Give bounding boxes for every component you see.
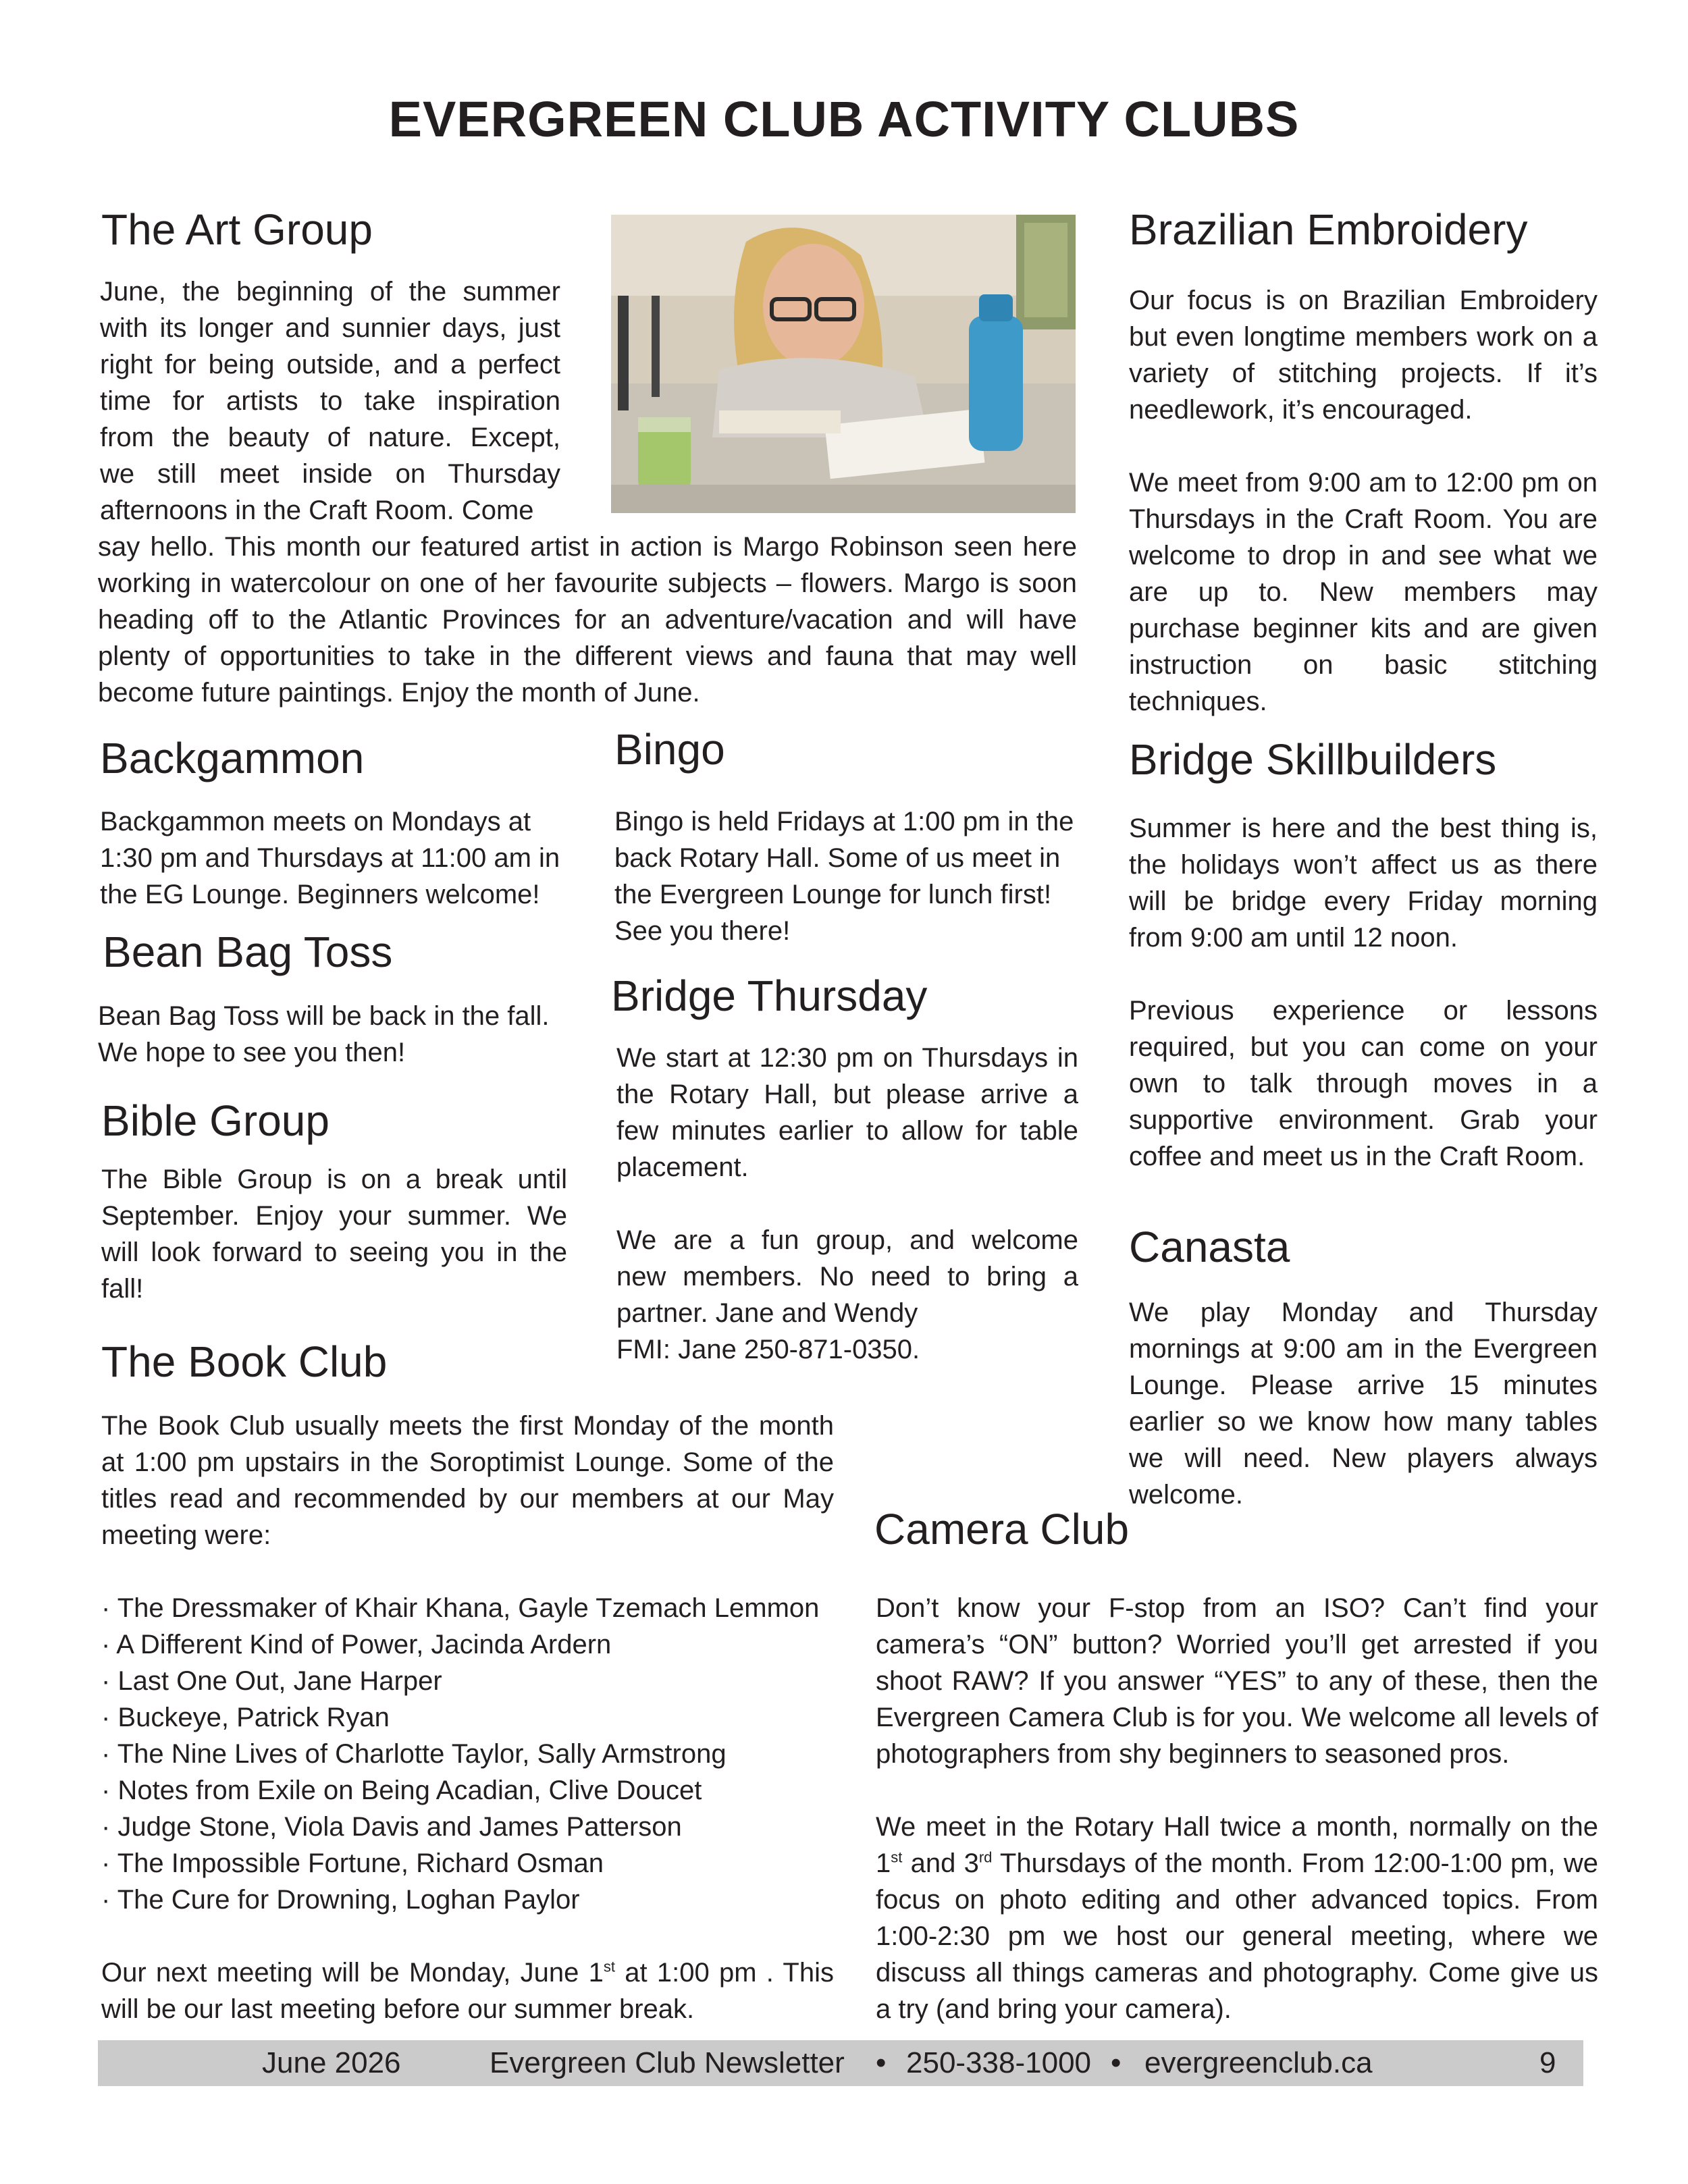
book-list-item: · Judge Stone, Viola Davis and James Patterson [101, 1812, 682, 1842]
book-list-item: · Buckeye, Patrick Ryan [101, 1703, 390, 1732]
bridge-thursday-heading: Bridge Thursday [611, 971, 928, 1020]
book-list-item: · Notes from Exile on Being Acadian, Clive Doucet [101, 1776, 702, 1805]
art-group-text-rest: say hello. This month our featured artist in action is Margo Robinson seen here working in watercolour on one of her favourite subjects – flowers. Margo is soon heading off to the Atlantic Provinces for an adventure/vacation and will have plenty of opportunities to take in the different views and fauna that may well become future paintings. Enjoy the month of June. [98, 532, 1077, 708]
camera-club-text [876, 1590, 1598, 2027]
footer-website: evergreenclub.ca [1144, 2046, 1373, 2079]
book-list-item: · Last One Out, Jane Harper [101, 1666, 442, 1696]
book-list-item: · The Nine Lives of Charlotte Taylor, Sally Armstrong [101, 1739, 727, 1769]
backgammon-heading: Backgammon [100, 734, 365, 782]
bible-group-text: The Bible Group is on a break until September. Enjoy your summer. We will look forward to seeing you in the fall! [101, 1165, 567, 1304]
paragraph-gap [101, 1553, 834, 1590]
brazilian-paragraph: We meet from 9:00 am to 12:00 pm on Thursdays in the Craft Room. You are welcome to drop in and see what we are up to. New members may purchase beginner kits and are given instruction on basic stitching techniques. [1129, 468, 1598, 716]
backgammon-line: the EG Lounge. Beginners welcome! [100, 880, 540, 909]
art-group-line: from the beauty of nature. Except, [100, 423, 560, 452]
ordinal-suffix: rd [978, 1848, 993, 1866]
footer-page-number: 9 [1539, 2046, 1556, 2079]
footer-date: June 2026 [262, 2046, 401, 2079]
camera-club-heading: Camera Club [874, 1505, 1130, 1553]
camera-text: and 3 [902, 1848, 979, 1878]
art-group-line: we still meet inside on Thursday [100, 459, 560, 489]
camera-club-paragraph: Don’t know your F-stop from an ISO? Can’t find your camera’s “ON” button? Worried you’ll get arrested if you shoot RAW? If you answer “YES” to any of these, then the Evergreen Camera Club is for you. We welcome all levels of photographers from shy beginners to seasoned pros. [876, 1593, 1598, 1769]
art-group-line: right for being outside, and a perfect [100, 350, 560, 379]
bingo-line: Bingo is held Fridays at 1:00 pm in the [614, 807, 1074, 836]
page-title: EVERGREEN CLUB ACTIVITY CLUBS [388, 91, 1300, 147]
art-group-line: afternoons in the Craft Room. Come [100, 496, 534, 525]
backgammon-text [100, 803, 573, 913]
art-group-heading: The Art Group [101, 205, 373, 254]
paragraph-gap [101, 1918, 834, 1954]
bridge-skillbuilders-text [1129, 810, 1598, 1175]
art-group-line: with its longer and sunnier days, just [100, 313, 560, 343]
brazilian-embroidery-heading: Brazilian Embroidery [1129, 205, 1528, 254]
bible-group-heading: Bible Group [101, 1096, 329, 1145]
paragraph-gap [1129, 428, 1598, 464]
page-footer [98, 2040, 1583, 2086]
next-meeting-text: Our next meeting will be Monday, June 1 [101, 1958, 604, 1988]
backgammon-line: 1:30 pm and Thursdays at 11:00 am in [100, 843, 560, 873]
bean-bag-line: We hope to see you then! [98, 1038, 406, 1067]
footer-phone: 250-338-1000 [906, 2046, 1092, 2079]
bridge-thursday-paragraph: We start at 12:30 pm on Thursdays in the Rotary Hall, but please arrive a few minutes earlier to allow for table placement. [616, 1043, 1078, 1182]
bingo-line: See you there! [614, 916, 791, 946]
book-list-item: · The Cure for Drowning, Loghan Paylor [101, 1885, 580, 1915]
camera-club-paragraph [876, 1809, 1598, 2027]
footer-separator: • [1111, 2046, 1122, 2079]
paragraph-gap [1129, 956, 1598, 992]
book-list-item: · The Impossible Fortune, Richard Osman [101, 1848, 604, 1878]
bridge-skillbuilders-heading: Bridge Skillbuilders [1129, 735, 1497, 784]
book-club-heading: The Book Club [101, 1337, 388, 1386]
bean-bag-toss-heading: Bean Bag Toss [103, 928, 393, 976]
camera-text: We meet in the Rotary Hall twice a month, normally on the 1 [876, 1812, 1598, 1878]
footer-separator: • [876, 2046, 887, 2079]
brazilian-paragraph: Our focus is on Brazilian Embroidery but even longtime members work on a variety of stitching projects. If it’s needlework, it’s encouraged. [1129, 286, 1598, 425]
bridge-skillbuilders-paragraph: Summer is here and the best thing is, the holidays won’t affect us as there will be bridge every Friday morning from 9:00 am until 12 noon. [1129, 814, 1598, 953]
paragraph-gap [876, 1772, 1598, 1809]
artist-photo [611, 215, 1076, 513]
bean-bag-toss-text [98, 998, 571, 1071]
canasta-text: We play Monday and Thursday mornings at 9:00 am in the Evergreen Lounge. Please arrive 15 minutes earlier so we know how many tables we will need. New players always welcome. [1129, 1298, 1598, 1510]
art-group-line: June, the beginning of the summer [100, 277, 560, 307]
art-group-text-wrap [100, 273, 560, 529]
next-meeting-text: at 1:00 pm . This will be our last meeting before our summer break. [101, 1958, 834, 2024]
book-list-item: · The Dressmaker of Khair Khana, Gayle Tzemach Lemmon [101, 1593, 820, 1623]
bean-bag-line: Bean Bag Toss will be back in the fall. [98, 1001, 550, 1031]
bridge-skillbuilders-paragraph: Previous experience or lessons required, but you can come on your own to talk through moves in a supportive environment. Grab your coffee and meet us in the Craft Room. [1129, 996, 1598, 1171]
bingo-heading: Bingo [614, 725, 725, 774]
canasta-heading: Canasta [1129, 1223, 1290, 1271]
camera-text: Thursdays of the month. From 12:00-1:00 pm, we focus on photo editing and other advanced topics. From 1:00-2:30 pm we host our general meeting, where we discuss all things cameras and photography. Come give us a try (and bring your camera). [876, 1848, 1598, 2024]
book-club-next-meeting [101, 1954, 834, 2027]
bingo-line: the Evergreen Lounge for lunch first! [614, 880, 1052, 909]
backgammon-line: Backgammon meets on Mondays at [100, 807, 531, 836]
bridge-thursday-contact: FMI: Jane 250-871-0350. [616, 1335, 920, 1364]
bingo-line: back Rotary Hall. Some of us meet in [614, 843, 1061, 873]
bridge-thursday-text [616, 1040, 1078, 1368]
book-club-text [101, 1408, 834, 2027]
brazilian-embroidery-text [1129, 282, 1598, 720]
bridge-thursday-paragraph: We are a fun group, and welcome new members. No need to bring a partner. Jane and Wendy [616, 1225, 1078, 1328]
ordinal-suffix: st [891, 1848, 903, 1866]
art-group-line: time for artists to take inspiration [100, 386, 560, 416]
book-club-intro: The Book Club usually meets the first Monday of the month at 1:00 pm upstairs in the Soroptimist Lounge. Some of the titles read and recommended by our members at our May meeting were: [101, 1411, 834, 1550]
paragraph-gap [616, 1186, 1078, 1222]
book-list-item: · A Different Kind of Power, Jacinda Ardern [101, 1630, 612, 1659]
ordinal-suffix: st [603, 1958, 615, 1975]
footer-newsletter-name: Evergreen Club Newsletter [490, 2046, 845, 2079]
bingo-text [614, 803, 1087, 949]
